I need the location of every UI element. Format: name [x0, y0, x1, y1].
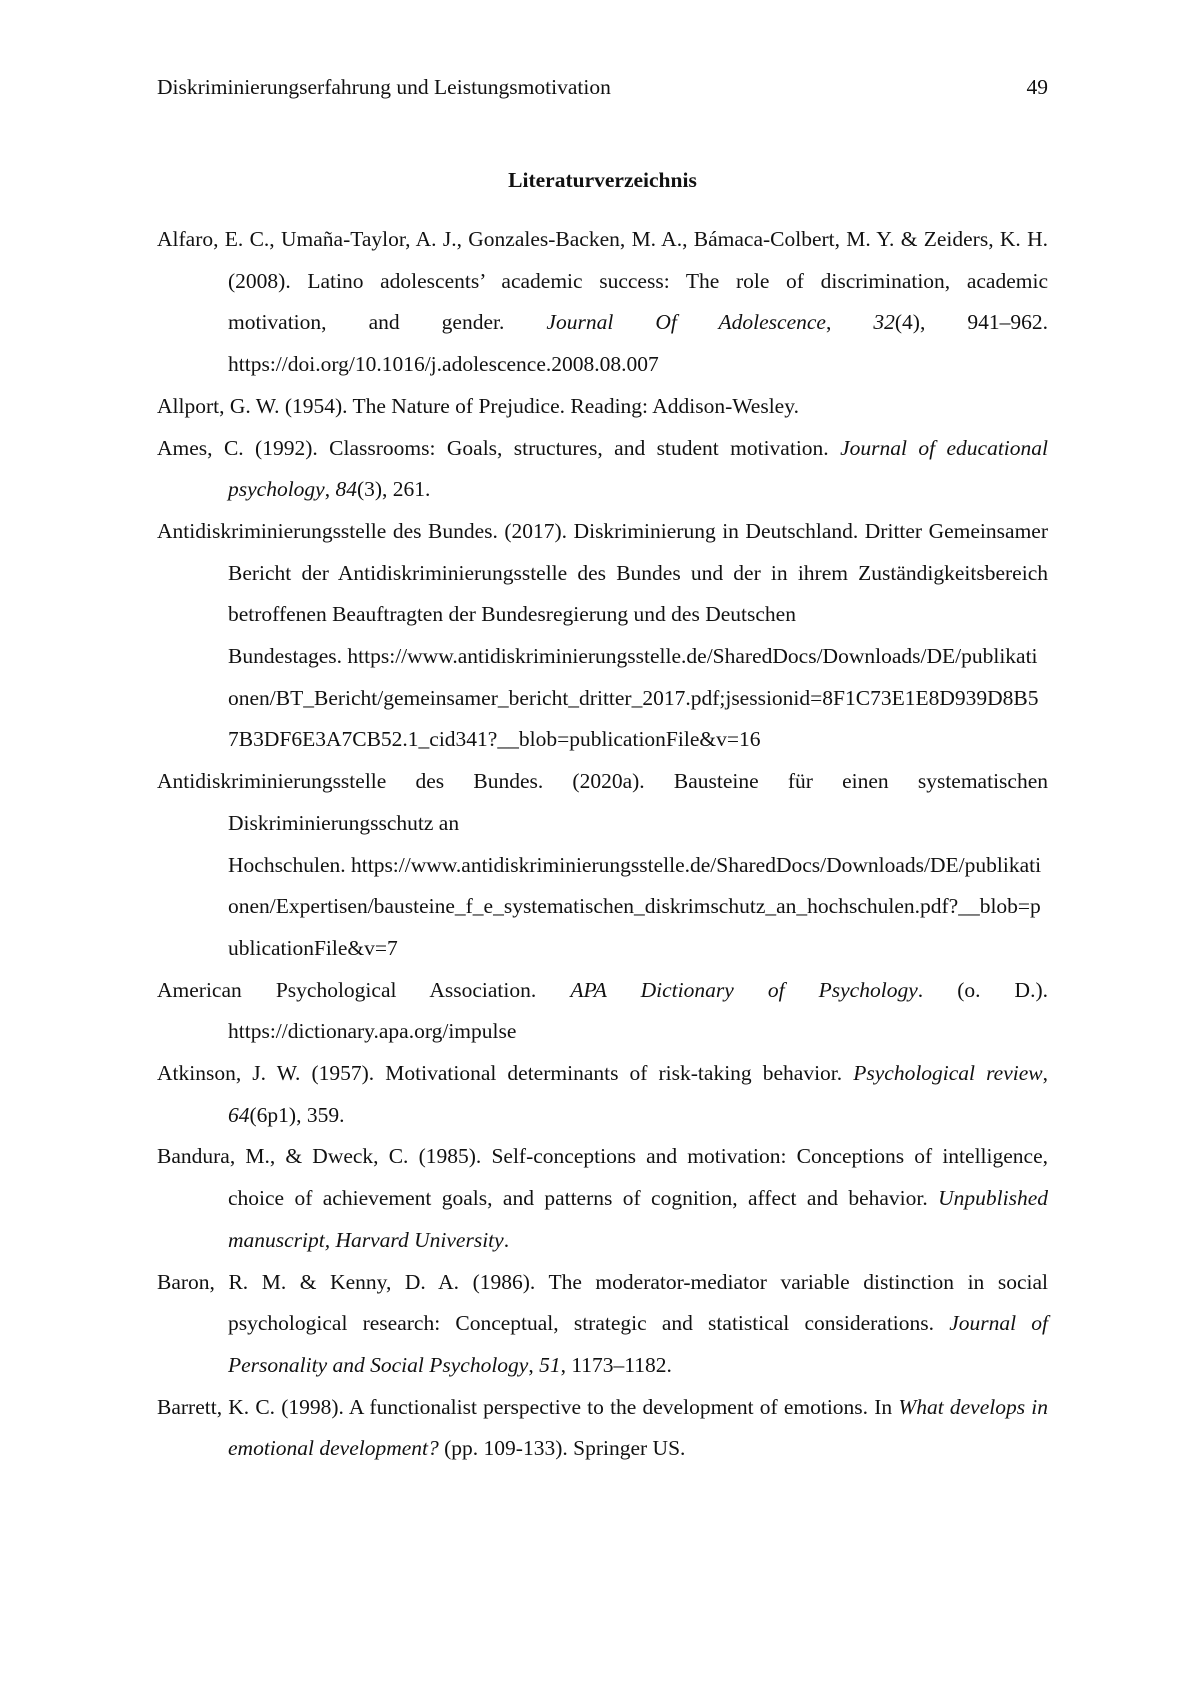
ref-authors: Alfaro, E. C., Umaña-Taylor, A. J., Gonzales-Backen, M. A., Bámaca-Colbert, M. Y. & Zeiders, K. H. (2008). Latino adolescents’ academic success: The role of discrimination, academic motivation, and gender.	[157, 227, 1048, 335]
ref-journal: Journal of educational psychology	[228, 435, 1048, 502]
ref-details: , 1173–1182.	[560, 1352, 672, 1377]
ref-journal: Psychological review	[853, 1061, 1043, 1086]
ref-text: Allport, G. W. (1954). The Nature of Prejudice. Reading: Addison-Wesley.	[157, 393, 799, 418]
reference-entry-barrett	[157, 1387, 1048, 1470]
reference-entry-bandura	[157, 1136, 1048, 1261]
ref-volume: 84	[335, 477, 357, 502]
ref-authors: Barrett, K. C. (1998). A functionalist perspective to the development of emotions. In	[157, 1394, 899, 1419]
ref-authors: Bandura, M., & Dweck, C. (1985). Self-conceptions and motivation: Conceptions of intelligence, choice of achievement goals, and patterns of cognition, affect and behavior.	[157, 1144, 1048, 1211]
reference-entry-ads-2020a	[157, 761, 1048, 970]
ref-details: . (o. D.). https://dictionary.apa.org/impulse	[228, 977, 1048, 1044]
reference-entry-baron	[157, 1262, 1048, 1387]
reference-list	[157, 219, 1048, 1470]
ref-journal: Journal of Personality and Social Psychology	[228, 1311, 1048, 1377]
reference-entry-ads-2017	[157, 511, 1048, 761]
ref-authors: American Psychological Association.	[157, 977, 571, 1002]
reference-entry-ames	[157, 428, 1048, 511]
ref-source: Unpublished manuscript, Harvard University	[228, 1186, 1048, 1252]
ref-volume: 64	[228, 1102, 250, 1127]
reference-entry-alfaro	[157, 219, 1048, 386]
ref-url: Hochschulen. https://www.antidiskriminierungsstelle.de/SharedDocs/Downloads/DE/publikationen/Expertisen/bausteine_f_e_systematischen_diskrimschutz_an_hochschulen.pdf?__blob=publicationFile&v=7	[228, 852, 1042, 960]
running-title: Diskriminierungserfahrung und Leistungsmotivation	[157, 75, 611, 99]
ref-url: Bundestages. https://www.antidiskriminierungsstelle.de/SharedDocs/Downloads/DE/publikationen/BT_Bericht/gemeinsamer_bericht_dritter_2017.pdf;jsessionid=8F1C73E1E8D939D8B57B3DF6E3A7CB52.1_cid341?__blob=publicationFile&v=16	[228, 644, 1039, 752]
ref-details: (6p1), 359.	[249, 1102, 345, 1127]
ref-title: APA Dictionary of Psychology	[570, 977, 918, 1002]
page-number: 49	[1026, 75, 1048, 99]
ref-separator: ,	[324, 477, 336, 502]
reference-entry-allport	[157, 386, 1048, 428]
ref-details: (3), 261.	[356, 477, 431, 502]
running-header	[157, 72, 1048, 102]
ref-book: What develops in emotional development?	[228, 1394, 1048, 1461]
ref-authors: Ames, C. (1992). Classrooms: Goals, structures, and student motivation.	[157, 435, 841, 460]
ref-volume: 32	[873, 310, 895, 335]
ref-separator: ,	[1042, 1061, 1048, 1086]
ref-volume: 51	[539, 1352, 561, 1377]
ref-separator: ,	[528, 1352, 540, 1377]
ref-details: (4), 941–962. https://doi.org/10.1016/j.adolescence.2008.08.007	[228, 310, 1049, 377]
ref-journal: Journal Of Adolescence	[546, 310, 826, 335]
reference-entry-apa	[157, 970, 1048, 1053]
section-heading: Literaturverzeichnis	[508, 168, 697, 192]
ref-text: Antidiskriminierungsstelle des Bundes. (2017). Diskriminierung in Deutschland. Dritter Gemeinsamer Bericht der Antidiskriminierungsstelle des Bundes und der in ihrem Zuständigkeitsbereich betroffenen Beauftragten der Bundesregierung und des Deutschen	[157, 518, 1048, 627]
ref-authors: Baron, R. M. & Kenny, D. A. (1986). The moderator-mediator variable distinction in social psychological research: Conceptual, strategic and statistical considerations.	[157, 1269, 1048, 1336]
reference-entry-atkinson	[157, 1053, 1048, 1136]
ref-details: .	[503, 1227, 510, 1252]
ref-separator: ,	[825, 310, 874, 335]
ref-details: (pp. 109-133). Springer US.	[438, 1436, 686, 1461]
ref-text: Antidiskriminierungsstelle des Bundes. (2020a). Bausteine für einen systematischen Diskriminierungsschutz an	[157, 769, 1048, 835]
ref-authors: Atkinson, J. W. (1957). Motivational determinants of risk-taking behavior.	[157, 1061, 854, 1086]
